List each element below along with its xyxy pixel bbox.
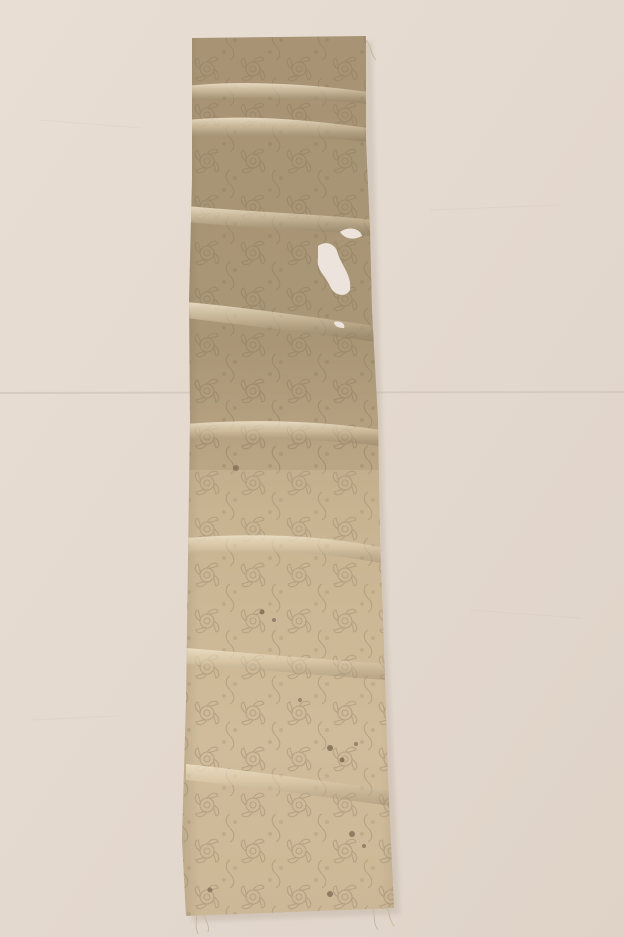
light-lower-section <box>170 470 410 930</box>
